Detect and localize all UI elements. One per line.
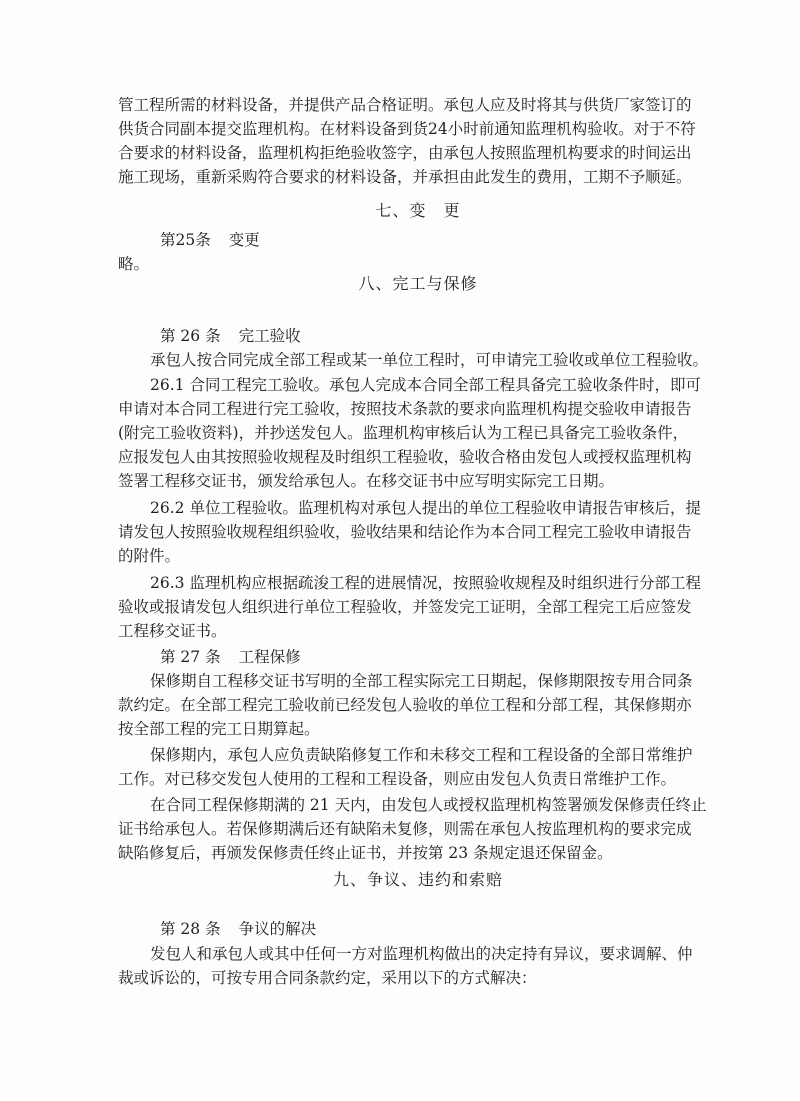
text-line: 承包人按合同完成全部工程或某一单位工程时，可申请完工验收或单位工程验收。 [150,351,709,369]
text-line: 26.2 单位工程验收。监理机构对承包人提出的单位工程验收申请报告审核后，提 [150,499,701,517]
text-line: 保修期内，承包人应负责缺陷修复工作和未移交工程和工程设备的全部日常维护 [150,746,693,764]
text-line: 26.1 合同工程完工验收。承包人完成本合同全部工程具备完工验收条件时，即可 [150,376,701,394]
text-line: 管工程所需的材料设备，并提供产品合格证明。承包人应及时将其与供货厂家签订的 [118,96,692,114]
article-title: 变更 [228,231,260,249]
text-line: 26.3 监理机构应根据疏浚工程的进展情况，按照验收规程及时组织进行分部工程 [150,574,701,592]
text-line: 证书给承包人。若保修期满后还有缺陷未复修，则需在承包人按监理机构的要求完成 [118,820,692,838]
text-line: 款约定。在全部工程完工验收前已经发包人验收的单位工程和分部工程，其保修期亦 [118,696,692,714]
text-line: 工作。对已移交发包人使用的工程和工程设备，则应由发包人负责日常维护工作。 [118,770,677,788]
text-line: 签署工程移交证书，颁发给承包人。在移交证书中应写明实际完工日期。 [118,472,615,490]
article-number: 第 27 条 [160,648,221,666]
text-line: 供货合同副本提交监理机构。在材料设备到货24小时前通知监理机构验收。对于不符 [118,120,696,138]
text-line: 裁或诉讼的，可按专用合同条款约定，采用以下的方式解决： [118,969,537,987]
article-26-heading [160,324,301,348]
text-line: 保修期自工程移交证书写明的全部工程实际完工日期起，保修期限按专用合同条 [150,672,693,690]
article-25-heading [160,228,260,252]
text-line: 的附件。 [118,547,181,565]
article-title: 完工验收 [238,327,301,345]
article-title: 争议的解决 [238,920,317,938]
section-heading-8: 八、完工与保修 [358,274,478,293]
text-line: (附完工验收资料)，并抄送发包人。监理机构审核后认为工程已具备完工验收条件， [118,424,689,442]
text-line: 申请对本合同工程进行完工验收，按照技术条款的要求向监理机构提交验收申请报告 [118,400,692,418]
text-line: 合要求的材料设备，监理机构拒绝验收签字，由承包人按照监理机构要求的时间运出 [118,144,692,162]
text-line: 略。 [118,255,150,273]
text-line: 工程移交证书。 [118,622,227,640]
text-line: 施工现场，重新采购符合要求的材料设备，并承担由此发生的费用，工期不予顺延。 [118,168,692,186]
text-line: 验收或报请发包人组织进行单位工程验收，并签发完工证明，全部工程完工后应签发 [118,598,692,616]
text-line: 按全部工程的完工日期算起。 [118,720,320,738]
article-28-heading [160,917,316,941]
text-line: 缺陷修复后，再颁发保修责任终止证书，并按第 23 条规定退还保留金。 [118,844,613,862]
section-heading-7: 七、变 更 [375,201,461,220]
section-heading-9: 九、争议、违约和索赔 [332,870,503,889]
article-27-heading [160,645,301,669]
text-line: 在合同工程保修期满的 21 天内，由发包人或授权监理机构签署颁发保修责任终止 [150,796,707,814]
text-line: 应报发包人由其按照验收规程及时组织工程验收，验收合格由发包人或授权监理机构 [118,448,692,466]
text-line: 发包人和承包人或其中任何一方对监理机构做出的决定持有异议，要求调解、仲 [150,945,693,963]
article-number: 第25条 [160,231,211,249]
article-number: 第 28 条 [160,920,221,938]
text-line: 请发包人按照验收规程组织验收，验收结果和结论作为本合同工程完工验收申请报告 [118,523,692,541]
article-number: 第 26 条 [160,327,221,345]
article-title: 工程保修 [238,648,301,666]
